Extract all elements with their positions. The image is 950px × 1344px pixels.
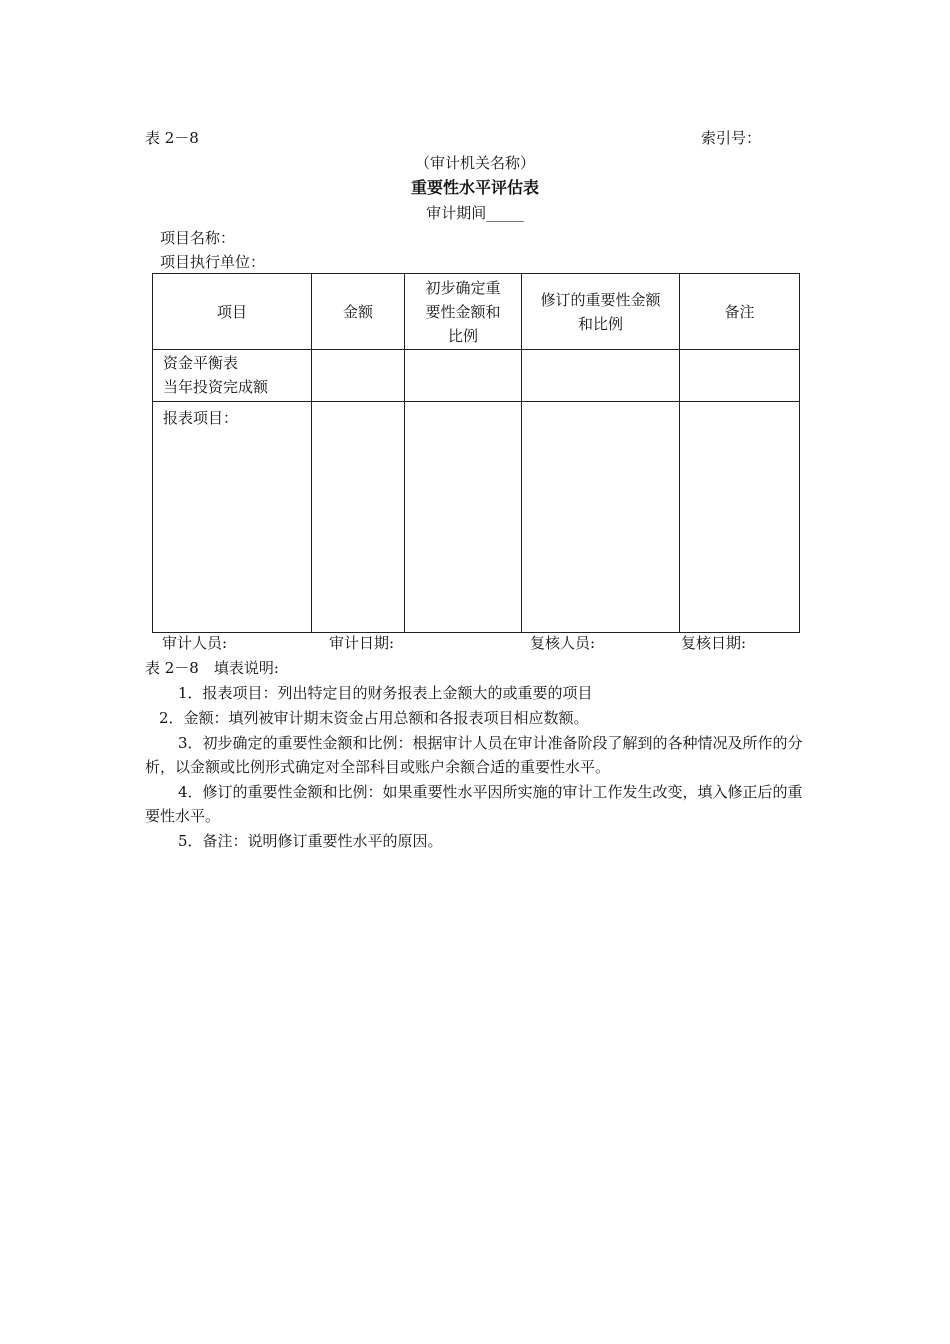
reviewer-label: 复核人员:	[530, 634, 596, 652]
project-name-label: 项目名称：	[160, 229, 236, 247]
table-header-row	[153, 274, 800, 350]
executing-unit-label: 项目执行单位：	[160, 253, 266, 271]
cell-amount[interactable]	[312, 402, 405, 633]
audit-period: 审计期间_____	[426, 204, 524, 222]
cell-revised-materiality[interactable]	[522, 350, 680, 402]
materiality-table	[152, 273, 800, 633]
instructions-heading: 表 2－8 填表说明:	[145, 659, 279, 677]
audit-date-label: 审计日期:	[329, 634, 395, 652]
instructions-section	[145, 656, 805, 853]
header-item: 项目	[153, 274, 312, 350]
index-number-label: 索引号：	[701, 129, 762, 147]
table-number: 表 2－8	[145, 129, 199, 147]
cell-amount[interactable]	[312, 350, 405, 402]
instruction-item: 3．初步确定的重要性金额和比例：根据审计人员在审计准备阶段了解到的各种情况及所作的分析，以金额或比例形式确定对全部科目或账户余额合适的重要性水平。	[145, 734, 803, 776]
cell-initial-materiality[interactable]	[405, 350, 522, 402]
cell-revised-materiality[interactable]	[522, 402, 680, 633]
table-row	[153, 350, 800, 402]
header-amount: 金额	[312, 274, 405, 350]
org-name-placeholder: （审计机关名称）	[414, 154, 535, 172]
cell-initial-materiality[interactable]	[405, 402, 522, 633]
row-label-balance-sheet: 资金平衡表 当年投资完成额	[153, 350, 312, 402]
auditor-label: 审计人员:	[162, 634, 228, 652]
cell-remarks[interactable]	[680, 402, 800, 633]
instruction-item: 5．备注：说明修订重要性水平的原因。	[178, 832, 443, 850]
table-row	[153, 402, 800, 633]
cell-remarks[interactable]	[680, 350, 800, 402]
header-initial-materiality: 初步确定重 要性金额和 比例	[405, 274, 522, 350]
header-revised-materiality: 修订的重要性金额 和比例	[522, 274, 680, 350]
review-date-label: 复核日期:	[681, 634, 747, 652]
instruction-item: 1．报表项目：列出特定目的财务报表上金额大的或重要的项目	[178, 684, 593, 702]
row-label-report-items: 报表项目：	[153, 402, 312, 633]
header-remarks: 备注	[680, 274, 800, 350]
instruction-item: 4．修订的重要性金额和比例：如果重要性水平因所实施的审计工作发生改变，填入修正后的重要性水平。	[145, 783, 803, 825]
instruction-item: 2．金额：填列被审计期末资金占用总额和各报表项目相应数额。	[159, 709, 589, 727]
page-title: 重要性水平评估表	[410, 178, 539, 197]
